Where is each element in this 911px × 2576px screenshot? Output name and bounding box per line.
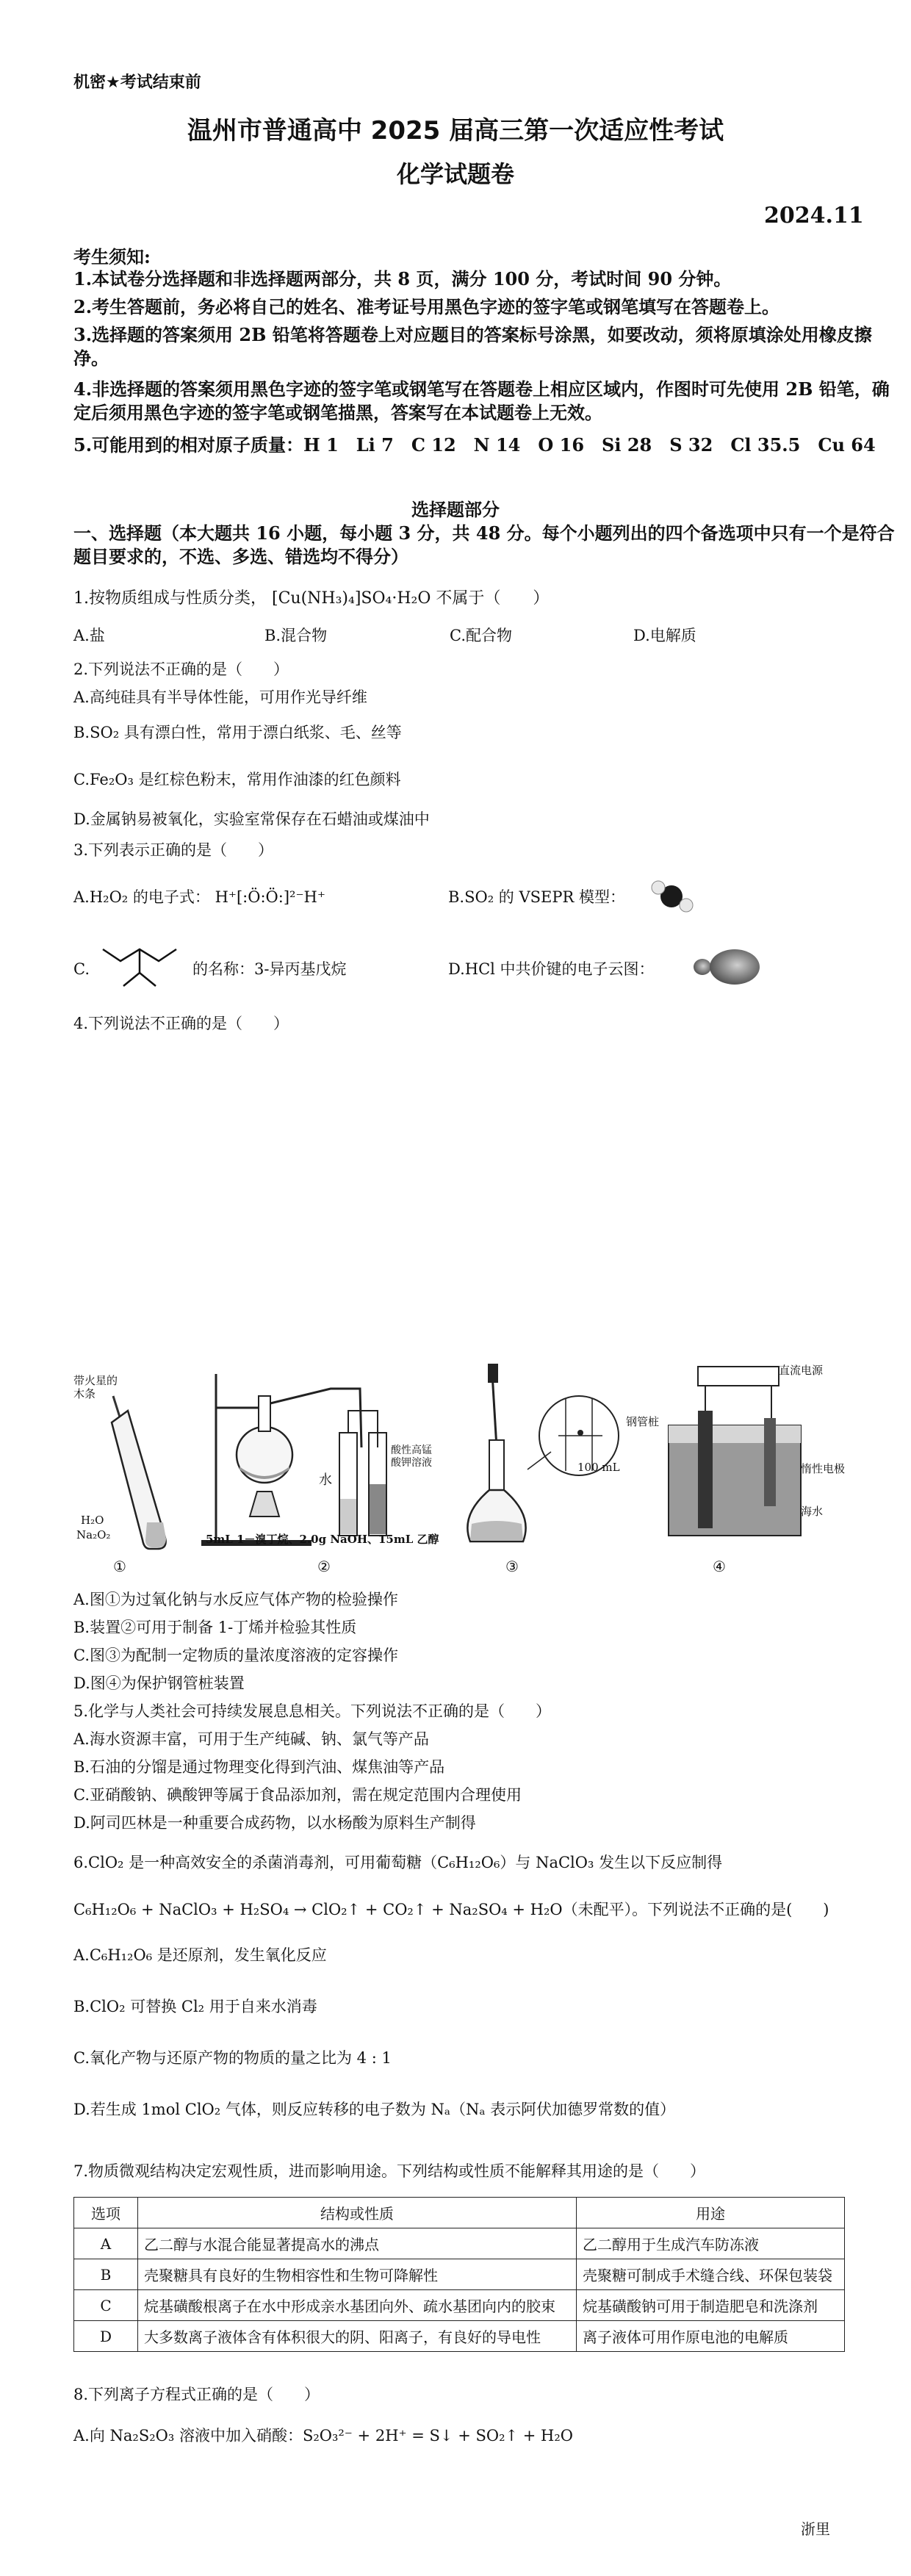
q3-option-a: [73, 886, 325, 908]
q2-option-d: D.金属钠易被氧化，实验室常保存在石蜡油或煤油中: [73, 810, 430, 828]
q7-row-b-structure: 壳聚糖具有良好的生物相容性和生物可降解性: [138, 2259, 577, 2290]
q7-row-b-label: B: [74, 2259, 138, 2290]
f4-anode-label: 惰性电极: [801, 1462, 846, 1475]
f4-sea-label: 海水: [801, 1505, 824, 1518]
q4-option-d: D.图④为保护钢管桩装置: [73, 1674, 245, 1692]
exam-date: 2024.11: [764, 203, 864, 229]
q1-option-c: C.配合物: [450, 627, 512, 644]
section-part: 选择题部分: [411, 499, 500, 520]
eye-point: [577, 1430, 583, 1436]
q1-formula: [Cu(NH₃)₄]SO₄·H₂O: [272, 589, 431, 608]
o-atom-1: [652, 881, 665, 894]
q4-option-c: C.图③为配制一定物质的量浓度溶液的定容操作: [73, 1647, 398, 1664]
kmno4-level: [370, 1484, 386, 1534]
q7-header-structure: 结构或性质: [138, 2198, 577, 2228]
q1-stem-post: 不属于（ ）: [436, 589, 550, 608]
figure-number-2: ②: [317, 1558, 331, 1575]
paper-title: 化学试题卷: [396, 160, 514, 188]
q6-option-a: A.C₆H₁₂O₆ 是还原剂，发生氧化反应: [73, 1946, 327, 1964]
q6-equation: C₆H₁₂O₆ + NaClO₃ + H₂SO₄ → ClO₂↑ + CO₂↑ + Na₂SO₄ + H₂O（未配平）。下列说法不正确的是( ): [73, 1901, 829, 1918]
q8-stem: 8.下列离子方程式正确的是（ ）: [73, 2386, 320, 2403]
secret-label: 机密★考试结束前: [73, 73, 201, 92]
round-flask: [237, 1427, 292, 1483]
q6-option-b: B.ClO₂ 可替换 Cl₂ 用于自来水消毒: [73, 1998, 317, 2015]
q3-option-b: B.SO₂ 的 VSEPR 模型：: [448, 888, 625, 906]
q7-row-d-structure: 大多数离子液体含有体积很大的阴、阳离子，有良好的导电性: [138, 2321, 577, 2352]
flask-neck: [489, 1440, 504, 1492]
q7-row-d-label: D: [74, 2321, 138, 2352]
q7-row-d-use: 离子液体可用作原电池的电解质: [577, 2321, 845, 2352]
q8-option-a: A.向 Na₂S₂O₃ 溶液中加入硝酸：S₂O₃²⁻ + 2H⁺ = S↓ + SO₂↑ + H₂O: [73, 2427, 573, 2444]
q2-option-b: B.SO₂ 具有漂白性，常用于漂白纸浆、毛、丝等: [73, 724, 402, 741]
section-heading: 一、选择题（本大题共 16 小题，每小题 3 分，共 48 分。每个小题列出的四个备选项中只有一个是符合题目要求的，不选、多选、错选均不得分）: [73, 522, 895, 567]
notice-item-5: 5.可能用到的相对原子质量：H 1 Li 7 C 12 N 14 O 16 Si 28 S 32 Cl 35.5 Cu 64: [73, 434, 876, 456]
exam-title: 温州市普通高中 2025 届高三第一次适应性考试: [187, 116, 724, 145]
footer-text: 浙里: [801, 2520, 830, 2538]
f2-caption: 5mL 1－溴丁烷、2.0g NaOH、15mL 乙醇: [206, 1533, 439, 1546]
q7-stem: 7.物质微观结构决定宏观性质，进而影响用途。下列结构或性质不能解释其用途的是（ ）: [73, 2162, 706, 2180]
q1-option-d: D.电解质: [633, 627, 696, 644]
q5-option-d: D.阿司匹林是一种重要合成药物，以水杨酸为原料生产制得: [73, 1814, 476, 1832]
tube-contents: [145, 1522, 166, 1547]
table-row: [74, 2290, 845, 2321]
notice-item-2: 2.考生答题前，务必将自己的姓名、准考证号用黑色字迹的签字笔或钢笔填写在答题卷上。: [73, 296, 780, 317]
q5-option-b: B.石油的分馏是通过物理变化得到汽油、煤焦油等产品: [73, 1758, 445, 1776]
q6-stem: 6.ClO₂ 是一种高效安全的杀菌消毒剂，可用葡萄糖（C₆H₁₂O₆）与 NaClO₃ 发生以下反应制得: [73, 1854, 723, 1871]
inert-electrode: [764, 1418, 776, 1506]
figure-number-3: ③: [505, 1558, 519, 1575]
f1-na2o2-label: Na₂O₂: [76, 1528, 111, 1541]
notice-item-1: 1.本试卷分选择题和非选择题两部分，共 8 页，满分 100 分，考试时间 90 分钟。: [73, 268, 732, 289]
q7-table: [73, 2197, 845, 2352]
h-lobe: [694, 959, 711, 975]
water-surface: [669, 1425, 801, 1443]
water-level: [340, 1499, 356, 1534]
q7-header-option: 选项: [74, 2198, 138, 2228]
q7-header-use: 用途: [577, 2198, 845, 2228]
q4-stem: 4.下列说法不正确的是（ ）: [73, 1015, 289, 1032]
q7-row-c-use: 烷基磺酸钠可用于制造肥皂和洗涤剂: [577, 2290, 845, 2321]
figure-number-1: ①: [113, 1558, 126, 1575]
q2-option-a: A.高纯硅具有半导体性能，可用作光导纤维: [73, 688, 367, 706]
q7-row-b-use: 壳聚糖可制成手术缝合线、环保包装袋: [577, 2259, 845, 2290]
q2-option-c: C.Fe₂O₃ 是红棕色粉末，常用作油漆的红色颜料: [73, 771, 401, 788]
q4-option-b: B.装置②可用于制备 1-丁烯并检验其性质: [73, 1619, 357, 1636]
q3-option-d: D.HCl 中共价键的电子云图：: [448, 960, 655, 978]
flask-solution: [470, 1521, 523, 1540]
notice-heading: 考生须知:: [73, 246, 151, 267]
f1-h2o-label: H₂O: [81, 1514, 104, 1527]
f1-top-label: 带火星的木条: [73, 1374, 118, 1400]
isopropyl-pentane-skeletal: [98, 927, 187, 1001]
q2-stem: 2.下列说法不正确的是（ ）: [73, 661, 289, 678]
q3-option-c-label: C.: [73, 960, 90, 978]
f2-reagent-label: 酸性高锰酸钾溶液: [391, 1444, 432, 1469]
q1-stem-pre: 1.按物质组成与性质分类，: [73, 589, 267, 608]
o-atom-2: [680, 899, 693, 912]
f2-water-label: 水: [319, 1472, 332, 1488]
q7-row-a-use: 乙二醇用于生成汽车防冻液: [577, 2228, 845, 2259]
q7-header-row: [74, 2198, 845, 2228]
notice-item-4: 4.非选择题的答案须用黑色字迹的签字笔或钢笔写在答题卷上相应区域内，作图时可先使用 2B 铅笔，确定后须用黑色字迹的签字笔或钢笔描黑，答案写在本试题卷上无效。: [73, 378, 890, 423]
q1-option-a: A.盐: [73, 627, 105, 644]
so2-vsepr-model: [641, 876, 711, 920]
dropper-bulb: [488, 1364, 498, 1383]
q7-row-a-structure: 乙二醇与水混合能显著提高水的沸点: [138, 2228, 577, 2259]
f4-power-label: 直流电源: [779, 1364, 824, 1377]
q6-option-d: D.若生成 1mol ClO₂ 气体，则反应转移的电子数为 Nₐ（Nₐ 表示阿伏加德罗常数的值）: [73, 2101, 676, 2118]
table-row: [74, 2228, 845, 2259]
f3-volume-label: 100 mL: [577, 1461, 620, 1474]
q3-option-c-text: 的名称：3-异丙基戊烷: [192, 960, 347, 978]
figure-number-4: ④: [713, 1558, 726, 1575]
q3-stem: 3.下列表示正确的是（ ）: [73, 841, 274, 859]
figure-3-volumetric-flask: [455, 1359, 624, 1558]
q7-row-c-label: C: [74, 2290, 138, 2321]
hcl-electron-cloud: [689, 945, 770, 989]
cl-lobe: [710, 949, 760, 985]
q1-option-b: B.混合物: [264, 627, 328, 644]
notice-item-3: 3.选择题的答案须用 2B 铅笔将答题卷上对应题目的答案标号涂黑，如要改动，须将原填涂处用橡皮擦净。: [73, 324, 872, 369]
q5-stem: 5.化学与人类社会可持续发展息息相关。下列说法不正确的是（ ）: [73, 1702, 552, 1720]
q3-option-a-label: A.H₂O₂ 的电子式：: [73, 888, 210, 906]
f4-pile-label: 钢管桩: [626, 1415, 660, 1428]
q3-option-a-formula: H⁺[:Ö:Ö:]²⁻H⁺: [215, 888, 325, 906]
isopropyl-branch: [123, 973, 156, 986]
dropper: [492, 1374, 497, 1447]
q5-option-c: C.亚硝酸钠、碘酸钾等属于食品添加剂，需在规定范围内合理使用: [73, 1786, 522, 1804]
q7-row-c-structure: 烷基磺酸根离子在水中形成亲水基团向外、疏水基团向内的胶束: [138, 2290, 577, 2321]
q4-option-a: A.图①为过氧化钠与水反应气体产物的检验操作: [73, 1591, 398, 1608]
figure-4-cathodic-protection: [647, 1359, 845, 1558]
dc-power: [698, 1367, 779, 1386]
flask-neck: [259, 1396, 270, 1431]
q7-row-a-label: A: [74, 2228, 138, 2259]
table-row: [74, 2321, 845, 2352]
q1-stem: [73, 588, 549, 610]
steel-pile: [698, 1411, 713, 1528]
q5-option-a: A.海水资源丰富，可用于生产纯碱、钠、氯气等产品: [73, 1730, 429, 1748]
q6-option-c: C.氧化产物与还原产物的物质的量之比为 4 : 1: [73, 2049, 392, 2067]
alcohol-lamp: [250, 1492, 279, 1517]
table-row: [74, 2259, 845, 2290]
